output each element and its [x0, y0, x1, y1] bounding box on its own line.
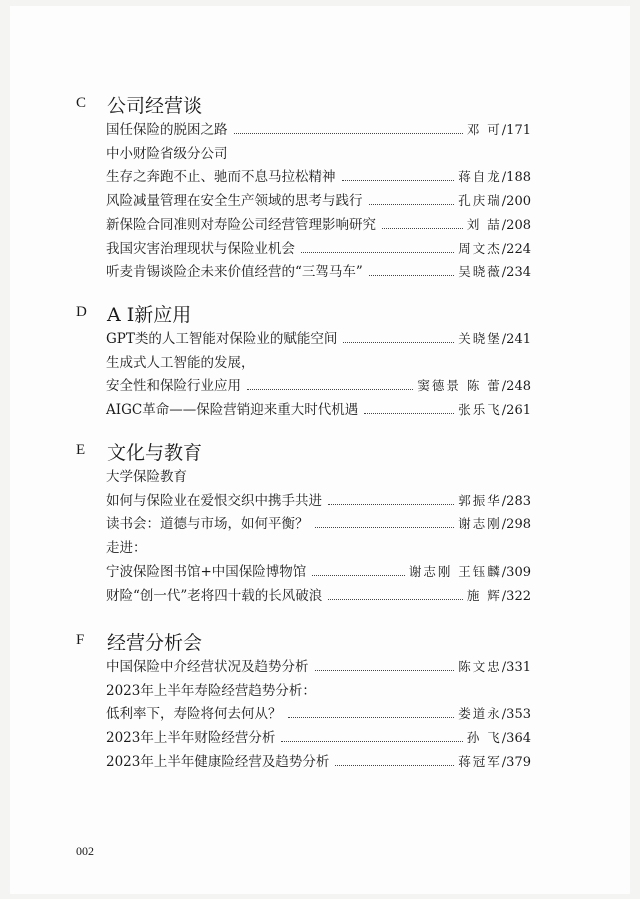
toc-entry[interactable]	[106, 166, 531, 188]
section-letter: D	[76, 304, 87, 320]
entry-page: /224	[501, 241, 531, 257]
section-title: A I新应用	[107, 304, 192, 326]
entry-page: /283	[501, 493, 531, 509]
entry-title: 风险减量管理在安全生产领域的思考与践行	[106, 193, 363, 210]
dot-leader	[247, 389, 413, 390]
entry-author: 张乐飞	[458, 402, 502, 418]
entry-author: 刘 喆	[466, 216, 502, 232]
entry-author: 郭振华	[458, 492, 502, 508]
entry-title: 低利率下，寿险将何去何从？	[106, 706, 282, 723]
entry-title: 安全性和保险行业应用	[106, 378, 241, 395]
dot-leader	[343, 342, 454, 343]
dot-leader	[288, 717, 455, 718]
entry-page: /188	[501, 170, 531, 186]
entry-author: 娄道永	[458, 706, 502, 722]
entry-title: 2023年上半年财险经营分析	[106, 730, 276, 747]
section-letter: E	[76, 442, 86, 458]
entry-page: /298	[501, 517, 531, 533]
entry-author: 吴晓薇	[458, 264, 502, 280]
entry-title: 新保险合同准则对寿险公司经营管理影响研究	[106, 216, 376, 233]
entry-page: /379	[501, 754, 531, 770]
dot-leader	[315, 670, 455, 671]
toc-entry[interactable]	[106, 261, 531, 283]
entry-author: 蒋自龙	[458, 169, 502, 185]
entry-page: /331	[501, 660, 531, 675]
dot-leader	[335, 765, 454, 766]
entry-page: /353	[501, 707, 531, 723]
entry-page: /248	[501, 379, 531, 395]
dot-leader	[281, 741, 462, 742]
dot-leader	[382, 228, 463, 229]
entry-page: /241	[501, 332, 531, 347]
entry-author: 谢志刚 王钰麟	[408, 563, 502, 579]
entry-title: 如何与保险业在爱恨交织中携手共进	[106, 492, 322, 509]
dot-leader	[315, 527, 455, 528]
toc-entry[interactable]	[106, 466, 531, 488]
entry-title: 走进：	[106, 540, 147, 557]
section-title: 文化与教育	[107, 442, 203, 464]
toc-entry[interactable]	[106, 513, 531, 535]
toc-entry[interactable]	[106, 352, 531, 374]
entry-title: 中小财险省级分公司	[106, 145, 228, 162]
dot-leader	[342, 180, 455, 181]
toc-entry[interactable]	[106, 238, 531, 260]
toc-entry[interactable]	[106, 490, 531, 512]
entry-title: 2023年上半年健康险经营及趋势分析	[106, 753, 330, 770]
entry-title: 生成式人工智能的发展，	[106, 354, 255, 371]
toc-page	[10, 6, 630, 894]
entry-author: 孙 飞	[466, 730, 502, 746]
toc-entry[interactable]	[106, 119, 531, 141]
toc-entry[interactable]	[106, 561, 531, 583]
entry-page: /309	[501, 564, 531, 580]
entry-page: /234	[501, 265, 531, 281]
dot-leader	[301, 252, 454, 253]
toc-entry[interactable]	[106, 585, 531, 607]
entry-author: 施 辉	[466, 587, 502, 603]
section-title: 经营分析会	[107, 632, 203, 654]
entry-title: 宁波保险图书馆+中国保险博物馆	[106, 563, 307, 580]
dot-leader	[364, 413, 454, 414]
entry-author: 窦德景 陈 蕾	[417, 378, 502, 394]
entry-title: 国任保险的脱困之路	[106, 122, 228, 138]
entry-title: GPT类的人工智能对保险业的赋能空间	[106, 331, 338, 347]
dot-leader	[369, 275, 454, 276]
entry-page: /208	[501, 217, 531, 233]
entry-author: 邓 可	[466, 122, 502, 137]
dot-leader	[234, 133, 463, 134]
section-title: 公司经营谈	[107, 95, 203, 117]
page-number: 002	[76, 844, 94, 858]
dot-leader	[369, 204, 455, 205]
entry-title: 财险“创一代”老将四十载的长风破浪	[106, 587, 323, 604]
entry-page: /364	[501, 731, 531, 747]
entry-title: 生存之奔跑不止、驰而不息马拉松精神	[106, 169, 336, 186]
entry-page: /200	[501, 194, 531, 210]
dot-leader	[328, 599, 463, 600]
entry-page: /171	[501, 123, 531, 138]
toc-entry[interactable]	[106, 656, 531, 678]
dot-leader	[312, 575, 405, 576]
entry-author: 蒋冠军	[458, 753, 502, 769]
toc-entry[interactable]	[106, 143, 531, 165]
toc-entry[interactable]	[106, 214, 531, 236]
entry-title: 我国灾害治理现状与保险业机会	[106, 240, 295, 257]
toc-entry[interactable]	[106, 537, 531, 559]
toc-entry[interactable]	[106, 375, 531, 397]
entry-title: 大学保险教育	[106, 469, 187, 485]
toc-entry[interactable]	[106, 680, 531, 702]
entry-author: 陈文忠	[458, 659, 502, 674]
toc-entry[interactable]	[106, 751, 531, 773]
entry-title: AIGC革命——保险营销迎来重大时代机遇	[106, 402, 359, 419]
entry-author: 谢志刚	[458, 516, 502, 532]
toc-entry[interactable]	[106, 727, 531, 749]
entry-author: 孔庆瑞	[458, 193, 502, 209]
toc-entry[interactable]	[106, 399, 531, 421]
toc-entry[interactable]	[106, 328, 531, 350]
entry-page: /261	[501, 403, 531, 419]
entry-title: 听麦肯锡谈险企未来价值经营的“三驾马车”	[106, 264, 363, 281]
entry-title: 2023年上半年寿险经营趋势分析：	[106, 682, 316, 699]
entry-page: /322	[501, 588, 531, 604]
entry-title: 中国保险中介经营状况及趋势分析	[106, 659, 309, 675]
toc-entry[interactable]	[106, 190, 531, 212]
entry-author: 关晓堡	[458, 331, 502, 346]
entry-title: 读书会：道德与市场，如何平衡？	[106, 516, 309, 533]
section-letter: F	[76, 632, 85, 648]
section-letter: C	[76, 95, 87, 111]
dot-leader	[328, 504, 454, 505]
entry-author: 周文杰	[458, 240, 502, 256]
toc-entry[interactable]	[106, 703, 531, 725]
